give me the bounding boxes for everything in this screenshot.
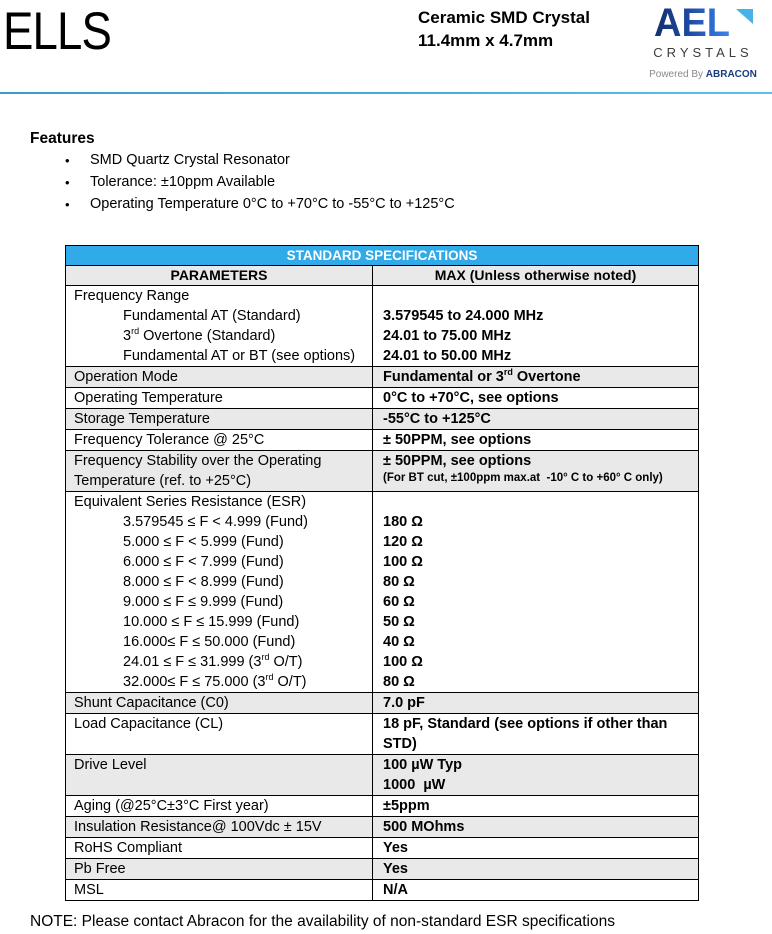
max-cell	[373, 492, 698, 692]
table-cell-line: Operation Mode	[74, 369, 178, 385]
table-row	[66, 366, 698, 387]
product-name: ELLS	[3, 2, 112, 61]
table-cell-line	[383, 286, 694, 306]
max-cell	[373, 286, 698, 366]
table-cell-line: Yes	[383, 840, 408, 856]
table-cell-line: 24.01 to 75.00 MHz	[383, 328, 512, 344]
table-cell-line: 50 Ω	[383, 614, 415, 630]
spec-table-body	[66, 285, 698, 900]
param-cell	[66, 409, 373, 429]
param-cell	[66, 286, 373, 366]
table-row	[66, 754, 698, 795]
max-cell	[373, 367, 698, 387]
document-title-line2: 11.4mm x 4.7mm	[418, 31, 554, 50]
table-row	[66, 429, 698, 450]
header-divider-line	[0, 92, 772, 94]
param-cell	[66, 838, 373, 858]
feature-item	[30, 173, 772, 192]
table-row	[66, 285, 698, 366]
table-cell-line: MSL	[74, 882, 104, 898]
max-cell	[373, 817, 698, 837]
table-cell-line: Operating Temperature	[74, 390, 223, 406]
table-cell-line: 3.579545 ≤ F < 4.999 (Fund)	[123, 514, 308, 530]
table-cell-line: Fundamental AT or BT (see options)	[123, 348, 356, 364]
table-cell-line: (For BT cut, ±100ppm max.at -10° C to +60° C only)	[383, 472, 663, 484]
feature-item	[30, 195, 772, 214]
table-cell-line: ± 50PPM, see options	[383, 453, 532, 469]
param-cell	[66, 755, 373, 795]
table-cell-line: 8.000 ≤ F < 8.999 (Fund)	[123, 574, 284, 590]
max-cell	[373, 796, 698, 816]
max-cell	[373, 838, 698, 858]
max-cell	[373, 409, 698, 429]
bullet-icon: •	[65, 153, 70, 168]
param-cell	[66, 367, 373, 387]
table-cell-line: 24.01 to 50.00 MHz	[383, 348, 512, 364]
table-cell-line: Pb Free	[74, 861, 126, 877]
table-cell-line: 6.000 ≤ F < 7.999 (Fund)	[123, 554, 284, 570]
ael-logo	[641, 1, 765, 80]
table-cell-line: RoHS Compliant	[74, 840, 182, 856]
max-cell	[373, 880, 698, 900]
table-cell-line: 180 Ω	[383, 514, 423, 530]
table-row	[66, 795, 698, 816]
param-cell	[66, 859, 373, 879]
table-cell-line: 40 Ω	[383, 634, 415, 650]
ael-logo-wordmark	[641, 1, 765, 45]
table-row	[66, 692, 698, 713]
document-title-line1: Ceramic SMD Crystal	[418, 8, 590, 27]
table-row	[66, 837, 698, 858]
max-cell	[373, 755, 698, 795]
powered-by-prefix: Powered By	[649, 69, 706, 80]
max-cell	[373, 451, 698, 491]
table-row	[66, 879, 698, 900]
table-cell-line: Equivalent Series Resistance (ESR)	[74, 494, 307, 510]
table-cell-line: 9.000 ≤ F ≤ 9.999 (Fund)	[123, 594, 284, 610]
footer-note: NOTE: Please contact Abracon for the availability of non-standard ESR specifications	[30, 913, 615, 930]
max-cell	[373, 388, 698, 408]
feature-text: Operating Temperature 0°C to +70°C to -55°C to +125°C	[90, 196, 455, 212]
table-cell-line: Storage Temperature	[74, 411, 210, 427]
powered-by-line	[641, 69, 765, 80]
table-row	[66, 387, 698, 408]
table-cell-line: 18 pF, Standard (see options if other than	[383, 716, 668, 732]
features-heading: Features	[30, 130, 95, 147]
table-cell-line: 3rd Overtone (Standard)	[123, 326, 276, 344]
param-cell	[66, 714, 373, 754]
param-cell	[66, 796, 373, 816]
table-row	[66, 713, 698, 754]
table-row	[66, 450, 698, 491]
table-cell-line: 80 Ω	[383, 674, 415, 690]
table-cell-line: Fundamental AT (Standard)	[123, 308, 301, 324]
table-cell-line: Frequency Stability over the Operating	[74, 453, 322, 469]
table-cell-line: 16.000≤ F ≤ 50.000 (Fund)	[123, 634, 296, 650]
table-cell-line	[383, 492, 694, 512]
table-cell-line: 3.579545 to 24.000 MHz	[383, 308, 544, 324]
table-row	[66, 816, 698, 837]
table-cell-line: 100 Ω	[383, 654, 423, 670]
col-header-parameters: PARAMETERS	[66, 266, 373, 285]
param-cell	[66, 388, 373, 408]
table-cell-line: Drive Level	[74, 757, 147, 773]
table-cell-line: -55°C to +125°C	[383, 411, 491, 427]
table-row	[66, 858, 698, 879]
table-cell-line: 120 Ω	[383, 534, 423, 550]
feature-item	[30, 151, 772, 170]
table-cell-line: 7.0 pF	[383, 695, 425, 711]
table-cell-line: 1000 µW	[383, 777, 446, 793]
table-cell-line: 10.000 ≤ F ≤ 15.999 (Fund)	[123, 614, 300, 630]
table-cell-line: Fundamental or 3rd Overtone	[383, 367, 581, 385]
table-cell-line: Load Capacitance (CL)	[74, 716, 224, 732]
table-cell-line: Shunt Capacitance (C0)	[74, 695, 229, 711]
table-cell-line: 60 Ω	[383, 594, 415, 610]
spec-table-title: STANDARD SPECIFICATIONS	[66, 246, 698, 265]
max-cell	[373, 693, 698, 713]
spec-table	[65, 245, 699, 901]
ael-logo-text: AEL	[653, 1, 730, 45]
param-cell	[66, 451, 373, 491]
table-cell-line: ± 50PPM, see options	[383, 432, 532, 448]
feature-text: Tolerance: ±10ppm Available	[90, 174, 276, 190]
bullet-icon: •	[65, 175, 70, 190]
table-cell-line: Yes	[383, 861, 408, 877]
features-section	[30, 130, 772, 214]
ael-logo-triangle-icon	[736, 9, 753, 24]
ael-logo-crystals-text: CRYSTALS	[653, 45, 753, 60]
table-cell-line: Frequency Range	[74, 288, 190, 304]
table-cell-line: Temperature (ref. to +25°C)	[74, 473, 252, 489]
spec-table-column-headers	[66, 265, 698, 285]
table-cell-line: 500 MOhms	[383, 819, 465, 835]
max-cell	[373, 430, 698, 450]
table-row	[66, 408, 698, 429]
table-cell-line: Frequency Tolerance @ 25°C	[74, 432, 265, 448]
bullet-icon: •	[65, 197, 70, 212]
table-cell-line: N/A	[383, 882, 408, 898]
abracon-brand: ABRACON	[705, 69, 757, 80]
document-title	[418, 6, 590, 52]
table-cell-line: 32.000≤ F ≤ 75.000 (3rd O/T)	[123, 672, 307, 690]
max-cell	[373, 859, 698, 879]
param-cell	[66, 880, 373, 900]
table-cell-line: 100 µW Typ	[383, 757, 462, 773]
table-cell-line: 80 Ω	[383, 574, 415, 590]
table-cell-line: 24.01 ≤ F ≤ 31.999 (3rd O/T)	[123, 652, 303, 670]
param-cell	[66, 492, 373, 692]
page-header	[0, 0, 772, 92]
table-cell-line: Aging (@25°C±3°C First year)	[74, 798, 269, 814]
col-header-max: MAX (Unless otherwise noted)	[434, 267, 637, 283]
table-cell-line: 5.000 ≤ F < 5.999 (Fund)	[123, 534, 284, 550]
max-cell	[373, 714, 698, 754]
table-row	[66, 491, 698, 692]
param-cell	[66, 693, 373, 713]
param-cell	[66, 430, 373, 450]
table-cell-line: ±5ppm	[383, 798, 430, 814]
table-cell-line: 0°C to +70°C, see options	[383, 390, 559, 406]
table-cell-line: STD)	[383, 736, 417, 752]
table-cell-line: Insulation Resistance@ 100Vdc ± 15V	[74, 819, 322, 835]
table-cell-line: 100 Ω	[383, 554, 423, 570]
feature-text: SMD Quartz Crystal Resonator	[90, 152, 290, 168]
param-cell	[66, 817, 373, 837]
